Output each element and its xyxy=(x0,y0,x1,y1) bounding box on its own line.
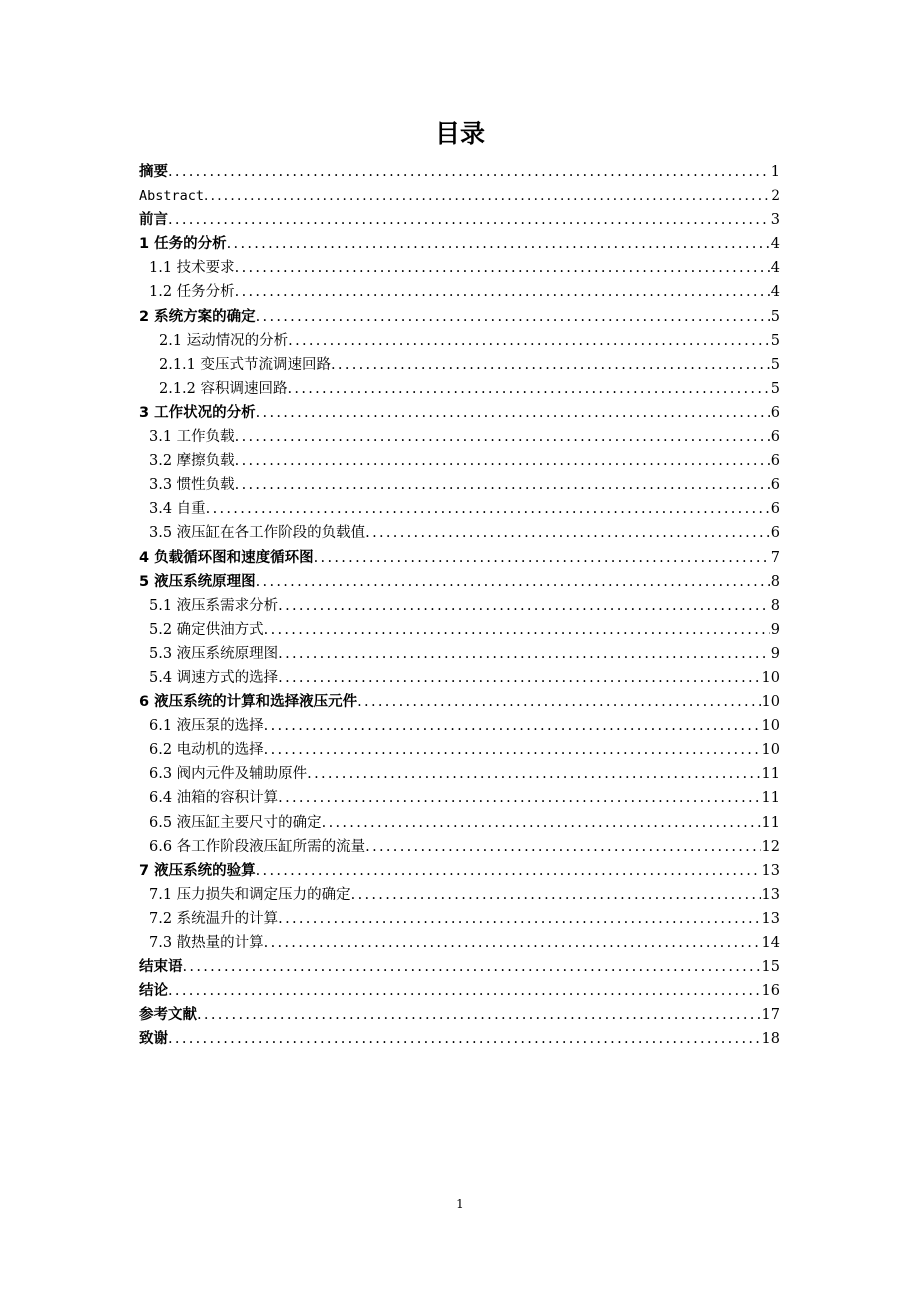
toc-entry[interactable] xyxy=(139,883,780,907)
toc-entry[interactable] xyxy=(139,546,780,570)
toc-entry[interactable] xyxy=(139,305,780,329)
toc-entry-label: 6.6 各工作阶段液压缸所需的流量 xyxy=(149,838,366,855)
toc-entry-page: 1 xyxy=(770,164,780,180)
toc-entry-page: 6 xyxy=(770,477,780,494)
toc-entry[interactable] xyxy=(139,690,780,714)
toc-entry-label: 6.2 电动机的选择 xyxy=(149,742,264,759)
toc-entry-label: 6.4 油箱的容积计算 xyxy=(149,790,279,807)
toc-entry-label: 5.4 调速方式的选择 xyxy=(149,669,279,686)
toc-entry-page: 7 xyxy=(770,549,780,566)
toc-entry-page: 9 xyxy=(770,645,780,662)
toc-dot-leader xyxy=(365,835,760,859)
toc-dot-leader xyxy=(235,449,770,473)
toc-dot-leader xyxy=(264,931,761,955)
toc-entry-page: 4 xyxy=(770,236,780,253)
toc-entry-page: 6 xyxy=(770,501,780,518)
toc-entry-label: 3.4 自重 xyxy=(149,501,206,518)
toc-entry-label: 致谢 xyxy=(139,1031,168,1048)
toc-entry-label: 1.2 任务分析 xyxy=(149,284,235,301)
toc-entry[interactable] xyxy=(139,329,780,353)
toc-dot-leader xyxy=(264,738,761,762)
toc-dot-leader xyxy=(351,883,761,907)
toc-entry-label: 5.2 确定供油方式 xyxy=(149,621,264,638)
toc-entry[interactable] xyxy=(139,955,780,979)
toc-dot-leader xyxy=(256,859,761,883)
toc-entry-label: 3.3 惯性负载 xyxy=(149,477,235,494)
toc-entry-label: 前言 xyxy=(139,212,168,229)
toc-dot-leader xyxy=(235,425,770,449)
toc-entry-label: 2.1 运动情况的分析 xyxy=(159,332,289,349)
toc-entry[interactable] xyxy=(139,835,780,859)
toc-entry[interactable] xyxy=(139,449,780,473)
toc-entry-label: 4 负载循环图和速度循环图 xyxy=(139,549,314,566)
toc-entry-page: 13 xyxy=(761,862,780,879)
toc-entry-page: 14 xyxy=(761,935,780,951)
toc-entry[interactable] xyxy=(139,256,780,280)
toc-dot-leader xyxy=(235,280,770,304)
toc-entry[interactable] xyxy=(139,208,780,232)
toc-entry-label: 参考文献 xyxy=(139,1007,197,1024)
toc-entry[interactable] xyxy=(139,594,780,618)
toc-dot-leader xyxy=(278,642,770,666)
toc-entry-page: 15 xyxy=(761,959,780,976)
toc-dot-leader xyxy=(183,955,761,979)
toc-entry[interactable] xyxy=(139,401,780,425)
toc-entry-page: 4 xyxy=(770,284,780,301)
toc-entry-page: 3 xyxy=(770,212,780,229)
toc-entry-label: 2 系统方案的确定 xyxy=(139,308,256,325)
toc-entry-label: 6 液压系统的计算和选择液压元件 xyxy=(139,694,358,711)
table-of-contents xyxy=(139,160,780,1051)
toc-entry-label: 2.1.1 变压式节流调速回路 xyxy=(159,356,332,373)
toc-entry-label: 5.1 液压系需求分析 xyxy=(149,597,279,614)
toc-entry-page: 6 xyxy=(770,404,780,421)
toc-dot-leader xyxy=(256,305,770,329)
toc-entry[interactable] xyxy=(139,811,780,835)
toc-entry[interactable] xyxy=(139,353,780,377)
toc-entry[interactable] xyxy=(139,160,780,184)
toc-dot-leader xyxy=(256,401,770,425)
toc-entry-label: 7.3 散热量的计算 xyxy=(149,935,264,951)
toc-dot-leader xyxy=(331,353,770,377)
toc-dot-leader xyxy=(264,618,770,642)
toc-entry-label: 3.5 液压缸在各工作阶段的负载值 xyxy=(149,525,366,542)
toc-entry-label: 6.5 液压缸主要尺寸的确定 xyxy=(149,814,322,831)
toc-entry-page: 12 xyxy=(761,838,780,855)
toc-entry[interactable] xyxy=(139,907,780,931)
toc-dot-leader xyxy=(314,546,770,570)
toc-entry-page: 18 xyxy=(761,1031,780,1048)
toc-dot-leader xyxy=(288,377,770,401)
toc-entry[interactable] xyxy=(139,762,780,786)
toc-entry-label: 摘要 xyxy=(139,164,168,180)
toc-entry-label: 7.2 系统温升的计算 xyxy=(149,910,279,927)
toc-entry-page: 10 xyxy=(761,669,780,686)
toc-entry[interactable] xyxy=(139,425,780,449)
toc-entry[interactable] xyxy=(139,738,780,762)
toc-entry-page: 11 xyxy=(761,790,780,807)
toc-entry-label: 结论 xyxy=(139,983,168,1000)
toc-entry[interactable] xyxy=(139,642,780,666)
toc-dot-leader xyxy=(204,184,770,208)
toc-entry-label: 5 液压系统原理图 xyxy=(139,573,256,590)
toc-dot-leader xyxy=(235,473,770,497)
toc-entry[interactable] xyxy=(139,931,780,955)
toc-entry-label: 3.2 摩擦负载 xyxy=(149,453,235,470)
toc-entry-page: 10 xyxy=(761,718,780,735)
toc-entry-page: 2 xyxy=(771,188,780,205)
toc-entry-label: 7 液压系统的验算 xyxy=(139,862,256,879)
toc-entry[interactable] xyxy=(139,521,780,545)
toc-dot-leader xyxy=(256,570,770,594)
toc-entry-page: 6 xyxy=(770,453,780,470)
page-title: 目录 xyxy=(434,119,485,148)
toc-entry-page: 10 xyxy=(761,694,780,711)
toc-entry[interactable] xyxy=(139,1003,780,1027)
toc-dot-leader xyxy=(278,907,760,931)
toc-entry-label: 1 任务的分析 xyxy=(139,236,227,253)
toc-dot-leader xyxy=(168,208,770,232)
toc-entry[interactable] xyxy=(139,280,780,304)
toc-dot-leader xyxy=(168,979,761,1003)
toc-entry-page: 5 xyxy=(770,308,780,325)
toc-entry[interactable] xyxy=(139,473,780,497)
toc-entry-page: 17 xyxy=(761,1007,780,1024)
toc-dot-leader xyxy=(197,1003,761,1027)
toc-dot-leader xyxy=(288,329,770,353)
toc-entry-label: 3.1 工作负载 xyxy=(149,429,235,446)
toc-entry[interactable] xyxy=(139,666,780,690)
toc-entry[interactable] xyxy=(139,1027,780,1051)
toc-entry[interactable] xyxy=(139,232,780,256)
toc-dot-leader xyxy=(235,256,770,280)
toc-entry[interactable] xyxy=(139,497,780,521)
toc-dot-leader xyxy=(307,762,760,786)
toc-entry-page: 5 xyxy=(770,380,780,397)
toc-entry-page: 6 xyxy=(770,429,780,446)
toc-entry-label: 6.1 液压泵的选择 xyxy=(149,718,264,735)
toc-entry[interactable] xyxy=(139,786,780,810)
toc-entry-page: 13 xyxy=(761,910,780,927)
toc-dot-leader xyxy=(322,811,761,835)
toc-entry-label: 结束语 xyxy=(139,959,183,976)
toc-entry[interactable] xyxy=(139,618,780,642)
toc-dot-leader xyxy=(264,714,761,738)
toc-dot-leader xyxy=(278,786,760,810)
toc-dot-leader xyxy=(278,666,760,690)
toc-entry-label: 1.1 技术要求 xyxy=(149,260,235,277)
toc-dot-leader xyxy=(365,521,770,545)
toc-entry-label: 7.1 压力损失和调定压力的确定 xyxy=(149,886,351,903)
toc-entry-page: 5 xyxy=(770,356,780,373)
page-number: 1 xyxy=(456,1197,464,1211)
toc-entry-label: 5.3 液压系统原理图 xyxy=(149,645,279,662)
toc-entry-page: 11 xyxy=(761,814,780,831)
toc-dot-leader xyxy=(278,594,770,618)
toc-entry-page: 8 xyxy=(770,597,780,614)
toc-entry[interactable] xyxy=(139,859,780,883)
toc-entry-page: 4 xyxy=(770,260,780,277)
toc-entry-page: 6 xyxy=(770,525,780,542)
toc-entry-page: 11 xyxy=(761,766,780,783)
toc-entry-label: 3 工作状况的分析 xyxy=(139,404,256,421)
toc-entry-page: 13 xyxy=(761,886,780,903)
toc-entry-page: 8 xyxy=(770,573,780,590)
toc-entry[interactable] xyxy=(139,377,780,401)
toc-entry[interactable] xyxy=(139,979,780,1003)
toc-entry-page: 10 xyxy=(761,742,780,759)
toc-entry-page: 5 xyxy=(770,332,780,349)
toc-entry-label: 6.3 阀内元件及辅助原件 xyxy=(149,766,308,783)
toc-dot-leader xyxy=(168,160,770,184)
toc-dot-leader xyxy=(227,232,770,256)
toc-entry[interactable] xyxy=(139,184,780,208)
toc-entry-page: 16 xyxy=(761,983,780,1000)
toc-entry-label: 2.1.2 容积调速回路 xyxy=(159,380,288,397)
toc-dot-leader xyxy=(206,497,770,521)
toc-entry[interactable] xyxy=(139,714,780,738)
toc-entry-page: 9 xyxy=(770,621,780,638)
toc-entry-label: Abstract xyxy=(139,188,205,205)
toc-dot-leader xyxy=(168,1027,761,1051)
toc-dot-leader xyxy=(357,690,760,714)
toc-entry[interactable] xyxy=(139,570,780,594)
